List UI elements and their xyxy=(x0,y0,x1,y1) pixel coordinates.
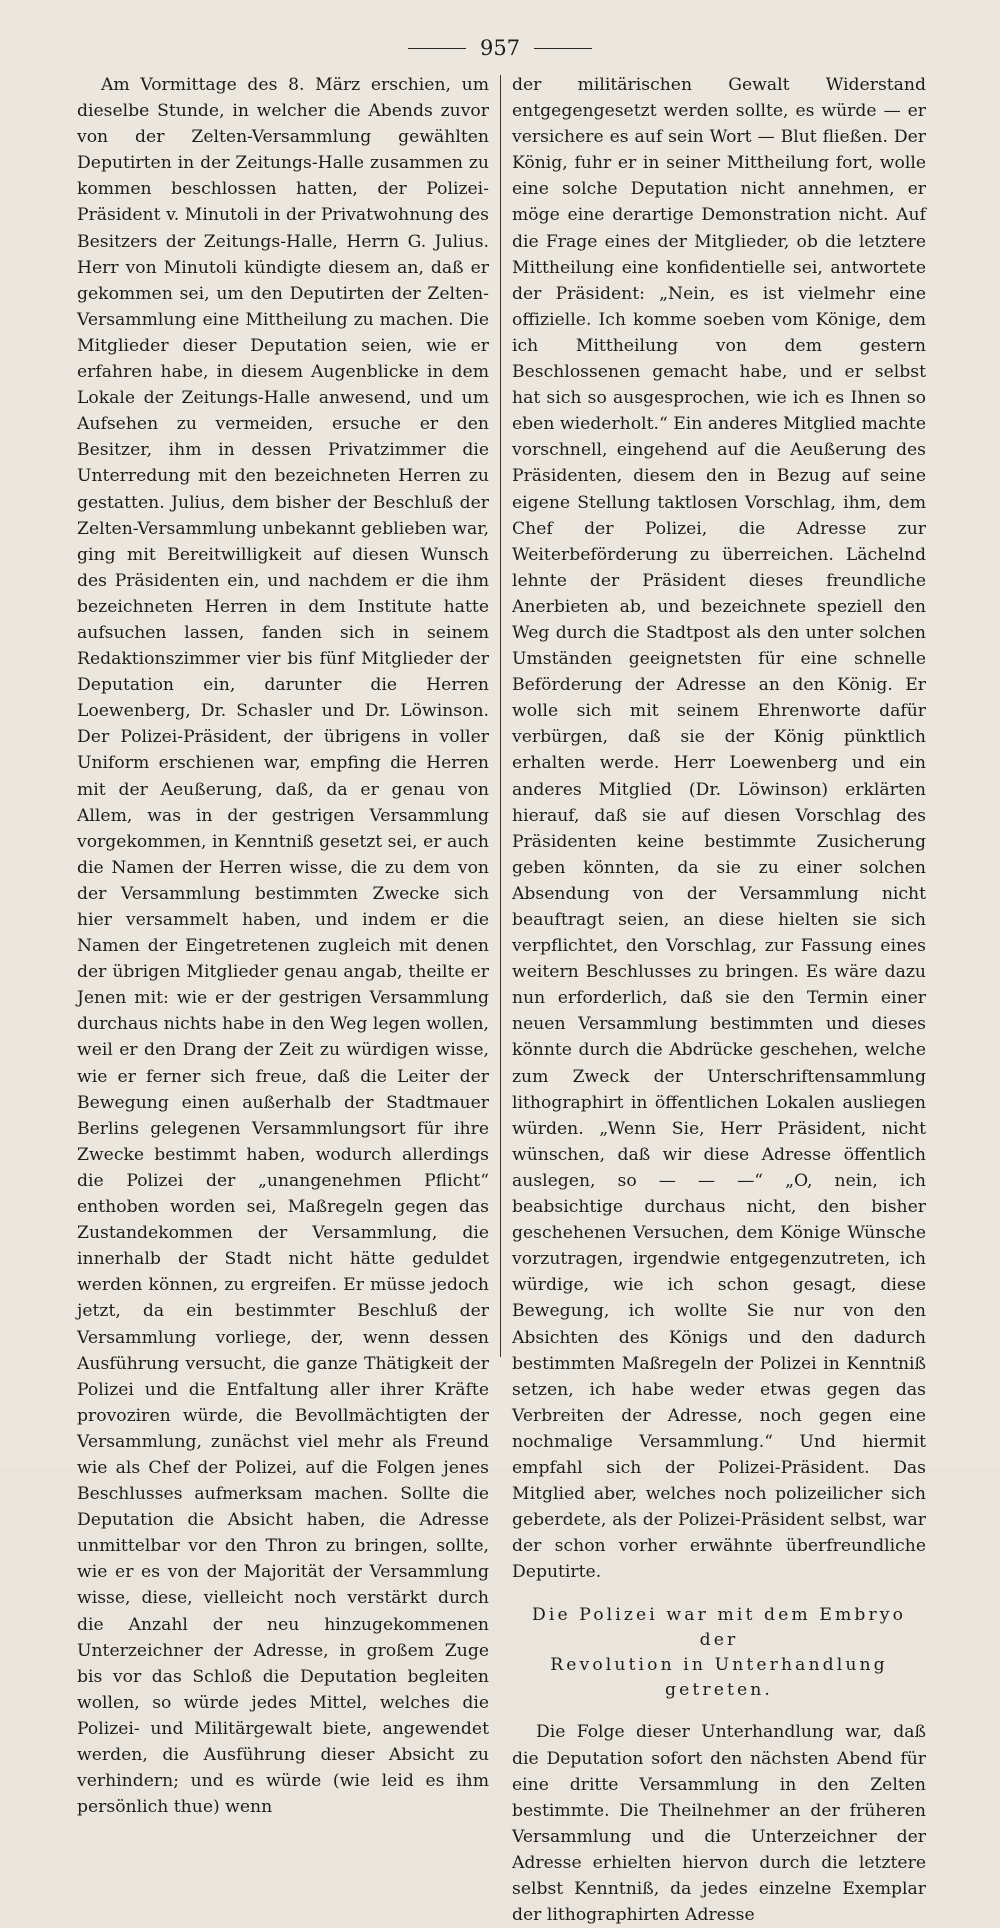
section-heading xyxy=(512,1603,926,1703)
column-divider xyxy=(500,75,501,1357)
header-rule-left xyxy=(408,48,466,49)
page-header xyxy=(0,30,1000,66)
left-column xyxy=(77,72,489,1820)
left-column-paragraph: Am Vormittage des 8. März erschien, um dieselbe Stunde, in welcher die Abends zuvor von der Zelten-Versammlung gewählten Deputirten in der Zeitungs-Halle zusammen zu kommen beschlossen hatten, der Polizei-Präsident v. Minutoli in der Privatwohnung des Besitzers der Zeitungs-Halle, Herrn G. Julius. Herr von Minutoli kündigte diesem an, daß er gekommen sei, um den Deputirten der Zelten-Versammlung eine Mittheilung zu machen. Die Mitglieder dieser Deputation seien, wie er erfahren habe, in diesem Augenblicke in dem Lokale der Zeitungs-Halle anwesend, und um Aufsehen zu vermeiden, ersuche er den Besitzer, ihm in dessen Privatzimmer die Unterredung mit den bezeichneten Herren zu gestatten. Julius, dem bisher der Beschluß der Zelten-Versammlung unbekannt geblieben war, ging mit Bereitwilligkeit auf diesen Wunsch des Präsidenten ein, und nachdem er die ihm bezeichneten Herren in dem Institute hatte aufsuchen lassen, fanden sich in seinem Redaktionszimmer vier bis fünf Mitglieder der Deputation ein, darunter die Herren Loewenberg, Dr. Schasler und Dr. Löwinson. Der Polizei-Präsident, der übrigens in voller Uniform erschienen war, empfing die Herren mit der Aeußerung, daß, da er genau von Allem, was in der gestrigen Versammlung vorgekommen, in Kenntniß gesetzt sei, er auch die Namen der Herren wisse, die zu dem von der Versammlung bestimmten Zwecke sich hier versammelt haben, und indem er die Namen der Eingetretenen zugleich mit denen der übrigen Mitglieder genau angab, theilte er Jenen mit: wie er der gestrigen Versammlung durchaus nichts habe in den Weg legen wollen, weil er den Drang der Zeit zu würdigen wisse, wie er ferner sich freue, daß die Leiter der Bewegung einen außerhalb der Stadtmauer Berlins gelegenen Versammlungsort für ihre Zwecke bestimmt haben, wodurch allerdings die Polizei der „unangenehmen Pflicht“ enthoben worden sei, Maßregeln gegen das Zustandekommen der Versammlung, die innerhalb der Stadt nicht hätte geduldet werden können, zu ergreifen. Er müsse jedoch jetzt, da ein bestimmter Beschluß der Versammlung vorliege, der, wenn dessen Ausführung versucht, die ganze Thätigkeit der Polizei und die Entfaltung aller ihrer Kräfte provoziren würde, die Bevollmächtigten der Versammlung, zunächst viel mehr als Freund wie als Chef der Polizei, auf die Folgen jenes Beschlusses aufmerksam machen. Sollte die Deputation die Absicht haben, die Adresse unmittelbar vor den Thron zu bringen, sollte, wie er es von der Majorität der Versammlung wisse, diese, vielleicht noch verstärkt durch die Anzahl der neu hinzugekommenen Unterzeichner der Adresse, in großem Zuge bis vor das Schloß die Deputation begleiten wollen, so würde jedes Mittel, welches die Polizei- und Militärgewalt biete, angewendet werden, die Ausführung dieser Absicht zu verhindern; und es würde (wie leid es ihm persönlich thue) wenn xyxy=(77,75,489,1818)
section-heading-line-1: Die Polizei war mit dem Embryo der xyxy=(531,1605,907,1651)
page-number: 957 xyxy=(479,36,521,60)
closing-paragraph: Die Folge dieser Unterhandlung war, daß die Deputation sofort den nächsten Abend für eine dritte Versammlung in den Zelten bestimmte. Die Theilnehmer an der früheren Versammlung und die Unterzeichner der Adresse erhielten hiervon durch die letztere selbst Kenntniß, da jedes einzelne Exemplar der lithographirten Adresse xyxy=(512,1722,926,1926)
right-column xyxy=(512,72,926,1928)
header-rule-right xyxy=(534,48,592,49)
right-column-paragraph: der militärischen Gewalt Widerstand entgegengesetzt werden sollte, es würde — er versichere es auf sein Wort — Blut fließen. Der König, fuhr er in seiner Mittheilung fort, wolle eine solche Deputation nicht annehmen, er möge eine derartige Demonstration nicht. Auf die Frage eines der Mitglieder, ob die letztere Mittheilung eine konfidentielle sei, antwortete der Präsident: „Nein, es ist vielmehr eine offizielle. Ich komme soeben vom Könige, dem ich Mittheilung von dem gestern Beschlossenen gemacht habe, und er selbst hat sich so ausgesprochen, wie ich es Ihnen so eben wiederholt.“ Ein anderes Mitglied machte vorschnell, eingehend auf die Aeußerung des Präsidenten, diesem den in Bezug auf seine eigene Stellung taktlosen Vorschlag, ihm, dem Chef der Polizei, die Adresse zur Weiterbeförderung zu überreichen. Lächelnd lehnte der Präsident dieses freundliche Anerbieten ab, und bezeichnete speziell den Weg durch die Stadtpost als den unter solchen Umständen geeignetsten für eine schnelle Beförderung der Adresse an den König. Er wolle sich mit seinem Ehrenworte dafür verbürgen, daß sie der König pünktlich erhalten werde. Herr Loewenberg und ein anderes Mitglied (Dr. Löwinson) erklärten hierauf, daß sie auf diesen Vorschlag des Präsidenten keine bestimmte Zusicherung geben könnten, da sie zu einer solchen Absendung von der Versammlung nicht beauftragt seien, an diese hielten sie sich verpflichtet, den Vorschlag, zur Fassung eines weitern Beschlusses zu bringen. Es wäre dazu nun erforderlich, daß sie den Termin einer neuen Versammlung bestimmten und dieses könnte durch die Abdrücke geschehen, welche zum Zweck der Unterschriftensammlung lithographirt in öffentlichen Lokalen ausliegen würden. „Wenn Sie, Herr Präsident, nicht wünschen, daß wir diese Adresse öffentlich auslegen, so — — —“ „O, nein, ich beabsichtige durchaus nicht, den bisher geschehenen Versuchen, dem Könige Wünsche vorzutragen, irgendwie entgegenzutreten, ich würdige, wie ich schon gesagt, diese Bewegung, ich wollte Sie nur von den Absichten des Königs und den dadurch bestimmten Maßregeln der Polizei in Kenntniß setzen, ich habe weder etwas gegen das Verbreiten der Adresse, noch gegen eine nochmalige Versammlung.“ Und hiermit empfahl sich der Polizei-Präsident. Das Mitglied aber, welches noch polizeilicher sich geberdete, als der Polizei-Präsident selbst, war der schon vorher erwähnte überfreundliche Deputirte. xyxy=(512,75,926,1583)
section-heading-line-2: Revolution in Unterhandlung getreten. xyxy=(550,1655,888,1701)
